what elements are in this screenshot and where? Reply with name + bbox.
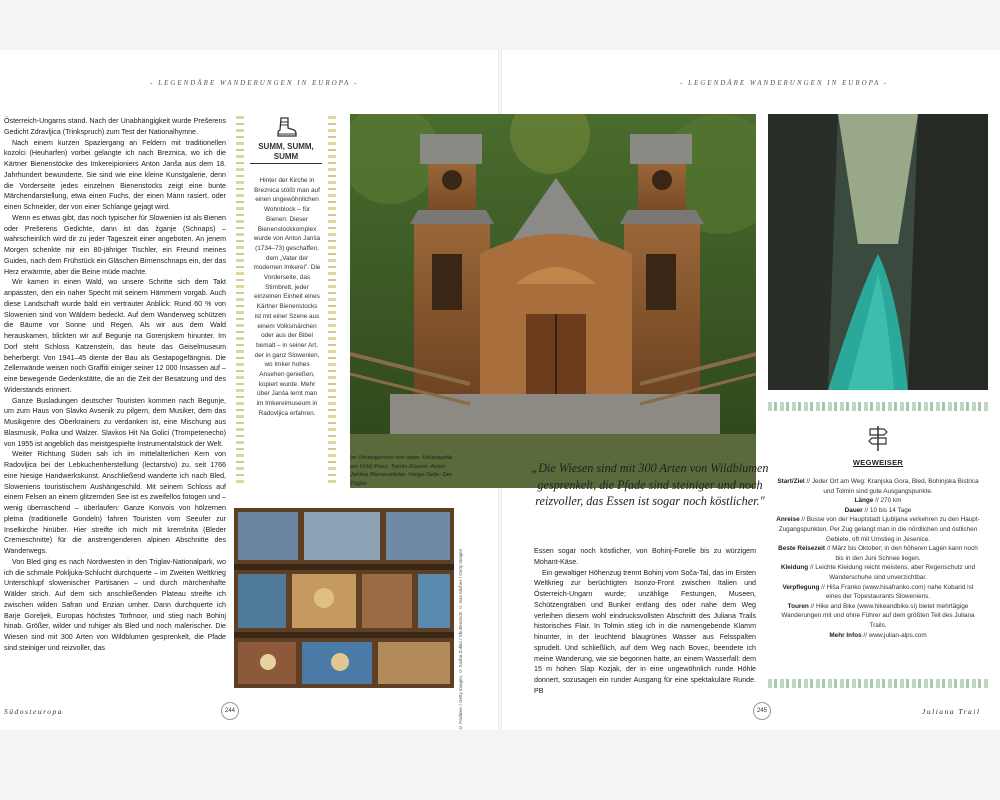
info-list	[774, 477, 982, 640]
pull-quote: „Die Wiesen sind mit 300 Arten von Wildblumen gesprenkelt, die Pfade sind steiniger und noch reizvoller, das Essen ist sogar noch köstlicher."	[531, 461, 769, 508]
sidebar-box	[236, 116, 336, 486]
wegweiser-box	[768, 402, 988, 692]
photo-caption: Im Uhrzeigersinn von oben: Holzkapelle am Vršič-Pass; Tolmin-Klamm; Anton Janšas Bienenstöcke. Vorige Seite: Der Triglav	[350, 455, 453, 487]
page-number-left: 244	[221, 702, 239, 720]
vine-border-left	[236, 116, 244, 486]
header-left: - LEGENDÄRE WANDERUNGEN IN EUROPA -	[150, 79, 359, 87]
paragraph: Wenn es etwas gibt, das noch typischer für Slowenien ist als Bienen oder Prešerens Gedichte, dann ist das žganje (Schnaps) – wahrscheinlich wird dir zu jeder Tageszeit einer angeboten. An jenem Morgen schenkte mir ein 80-jähriger Tischler, ein Freund meines Guides, nach dem Frühstück ein Gläschen Birnenschnaps ein, der das Herz erwärmte, aber die Beine müde machte.	[4, 213, 226, 276]
book-spread	[0, 50, 1000, 730]
paragraph: Von Bled ging es nach Nordwesten in den Triglav-Nationalpark, wo ich die schmale Pokljuka-Schlucht durchquerte – im Zweiten Weltkrieg Unterschlupf slowenischer Partisanen – und durch märchenhafte Wälder strich. Auf dem sich anschließenden Plateau streifte ich zwischen wilden Safran und Enzian umher. Dann durchquerte ich Barje Goreljek, Europas höchstes Torfmoor, und stieg nach Bohinj hinab. Größer, wilder und ruhiger als Bled und noch malerischer. Die Wiesen sind mit 300 Arten von Wildblumen gesprenkelt, die Pfade sind steiniger und reizvoller, das	[4, 557, 226, 652]
paragraph: Weiter Richtung Süden sah ich im mittelalterlichen Kern von Radovljica bei der Lebkuchenherstellung (lectarstvo) zu, seit 1766 eine hiesige Handwerkskunst. Anschließend wanderte ich nach Bled, Sloweniens touristischem Aushängeschild. Mit seinem Schloss auf einem Felsen an einem glitzernden See ist es zweifellos fotogen und – wenig überraschend – überlaufen: Ganze Konvois von hölzernen pletna (traditionelle Gondeln) fahren Touristen vom Seeufer zur Inselkirche hinüber. Hier streifte ich mich mit kremšnita (Bleder Cremeschnitte) für die anstrengenderen alpinen Abschnitte des Wanderwegs.	[4, 450, 226, 555]
decorative-border-bottom	[768, 679, 988, 688]
paragraph: Ein gewaltiger Höhenzug trennt Bohinj vom Soča-Tal, das im Ersten Weltkrieg zur berüchtigten Isonzo-Front zwischen Italien und Österreich-Ungarn wurde; unzählige Festungen, Museen, Schützengräben und Bunker entlang des oder nahe dem Weg verleihen diesem wohl eindrucksvollsten Abschnitt des Juliana Trails historisches Flair. In Tolmin stieg ich in die namengebende Klamm hinunter, in der leuchtend blaugrünes Wasser aus Felsspalten sprudelt. Und schließlich, auf dem Weg nach Bovec, beendete ich meine Wanderung, wie sie begonnen hatte, an einem Wasserfall: dem 15 m hohen Slap Kozjak, der in eine ungewöhnlich runde Höhle donnert, sozusagen ein runder Ausgang für eine spektakuläre Runde. PB	[534, 568, 756, 695]
info-item: Start/Ziel // Jeder Ort am Weg: Kranjska Gora, Bled, Bohinjska Bistrica und Tolmin sind gute Ausgangspunkte.	[777, 478, 979, 495]
info-item: Kleidung // Leichte Kleidung reicht meistens, aber Regenschutz und Wanderschuhe sind unverzichtbar.	[780, 564, 976, 581]
beehive-photo	[234, 508, 454, 688]
info-item: Länge // 270 km	[854, 497, 902, 505]
signpost-icon	[866, 424, 890, 452]
left-column	[4, 116, 226, 654]
paragraph: Ganze Busladungen deutscher Touristen kommen nach Begunje, um zum Haus von Slavko Avsenik zu pilgern, dem Musiker, dem das Musikgenre des Oberkrainers zu verdanken ist, eine Mischung aus Blasmusik, Polka und Walzer. Slavkos Hit Na Golici (Trompetenecho) von 1955 ist angeblich das meistgespielte Instrumentalstück der Welt.	[4, 396, 226, 448]
paragraph: Essen sogar noch köstlicher, von Bohinj-Forelle bis zu würzigem Mohant-Käse.	[534, 547, 756, 566]
paragraph: Österreich-Ungarns stand. Nach der Unabhängigkeit wurde Prešerens Gedicht Zdravljica (Trinkspruch) zum Test der Nationalhymne.	[4, 117, 226, 136]
chapel-photo	[350, 114, 756, 488]
sidebar-text: Hinter der Kirche in Breznica stößt man auf einen ungewöhnlichen Wohnblock – für Bienen: Dieser Bienenstockkomplex wurde von Anton Janša (1734–73) geschaffen, dem „Vater der modernen Imkerei". Die Vorderseite, das Stirnbrett, jeder einzelnen Einheit eines Kärtner Bienenstocks ist mit einer Szene aus einem Volksmärchen oder aus der Bibel bemalt – in seiner Art, der in ganz Slowenien, wo Imker hohes Ansehen genießen, kopiert wurde. Mehr über Janša lernt man im Imkereimuseum in Radovljica erfahren.	[253, 177, 321, 417]
page-number-right: 245	[753, 702, 771, 720]
wegweiser-title: WEGWEISER	[852, 458, 904, 467]
footer-section-label: Südosteuropa	[4, 707, 63, 716]
info-item: Verpflegung // Hiša Franko (www.hisafranko.com) nahe Kobarid ist eines der Topestaurants Sloweniens.	[782, 583, 974, 601]
boot-icon	[274, 116, 298, 138]
gorge-photo	[768, 114, 988, 390]
paragraph: Wir kamen in einen Wald, wo unsere Schritte sich dem Takt anpassten, den ein naher Specht mit seinem Hämmern vorgab. Auch diese Landschaft wurde bald ein vertrauter Anblick: Rund 60 % von Slowenien sind von Wäldern bedeckt. Auf dem Wanderweg schützen die Bäume vor Sonne und Regen. Als wir aus dem Wald herauskamen, blickten wir auf Begunje na Gorenjskem hinunter. Im Dorf steht Schloss Katzenstein, das heute das Geiselmuseum beherbergt. Von 1941–45 diente der Bau als Gestapogefängnis. Die Zellenwände weisen noch Graffiti einiger seiner 12 000 Insassen auf – eine bewegende Gedenkstätte, die an die Zeit der Besatzung und des Widerstands erinnert.	[4, 278, 226, 394]
footer-trail-label: Juliana Trail	[922, 707, 981, 716]
info-item: Touren // Hike and Bike (www.hikeandbike.si) bietet mehrtägige Wanderungen mit und ohne Führer auf dem größten Teil des Juliana Trails.	[781, 602, 975, 629]
vine-border-right	[328, 116, 336, 486]
info-item: Dauer // 10 bis 14 Tage	[844, 506, 912, 514]
right-column	[534, 546, 756, 697]
info-item: Mehr Infos // www.julian-alps.com	[829, 631, 927, 639]
info-item: Anreise // Busse von der Hauptstadt Ljubljana verkehren zu den Haupt-Zugangspunkten. Per Zug gelangt man in die nördlichen und östlichen Gebiete, oft mit Umstieg in Jesenice.	[776, 516, 980, 543]
info-item: Beste Reisezeit // März bis Oktober; in den höheren Lagen kann noch bis in den Juni Schnee liegen.	[778, 545, 978, 562]
sidebar-title: SUMM, SUMM, SUMM	[250, 142, 322, 164]
header-right: - LEGENDÄRE WANDERUNGEN IN EUROPA -	[680, 79, 889, 87]
photo-credit: © Pavlinec / Getty Images; © Sasha Zubko / Shutterstock; © Ivan Michev / Getty Images	[458, 548, 463, 730]
paragraph: Nach einem kurzen Spaziergang an Feldern mit traditionellen kozolci (Heuharfen) vorbei gelangte ich nach Breznica, wo ich die Kärtner Bienenstöcke des Imkereipioniers Anton Janša aus dem 18. Jahrhundert bewunderte. Sie sind wie eine kleine Kunstgalerie, denn die Vorderseite jedes einzelnen Bienenstocks zeigt eine bunte Märchendarstellung, etwa einen Fuchs, der einen Mann rasiert, oder einen Schneider, der von einer Schlange gejagt wird.	[4, 138, 226, 211]
decorative-border-top	[768, 402, 988, 411]
